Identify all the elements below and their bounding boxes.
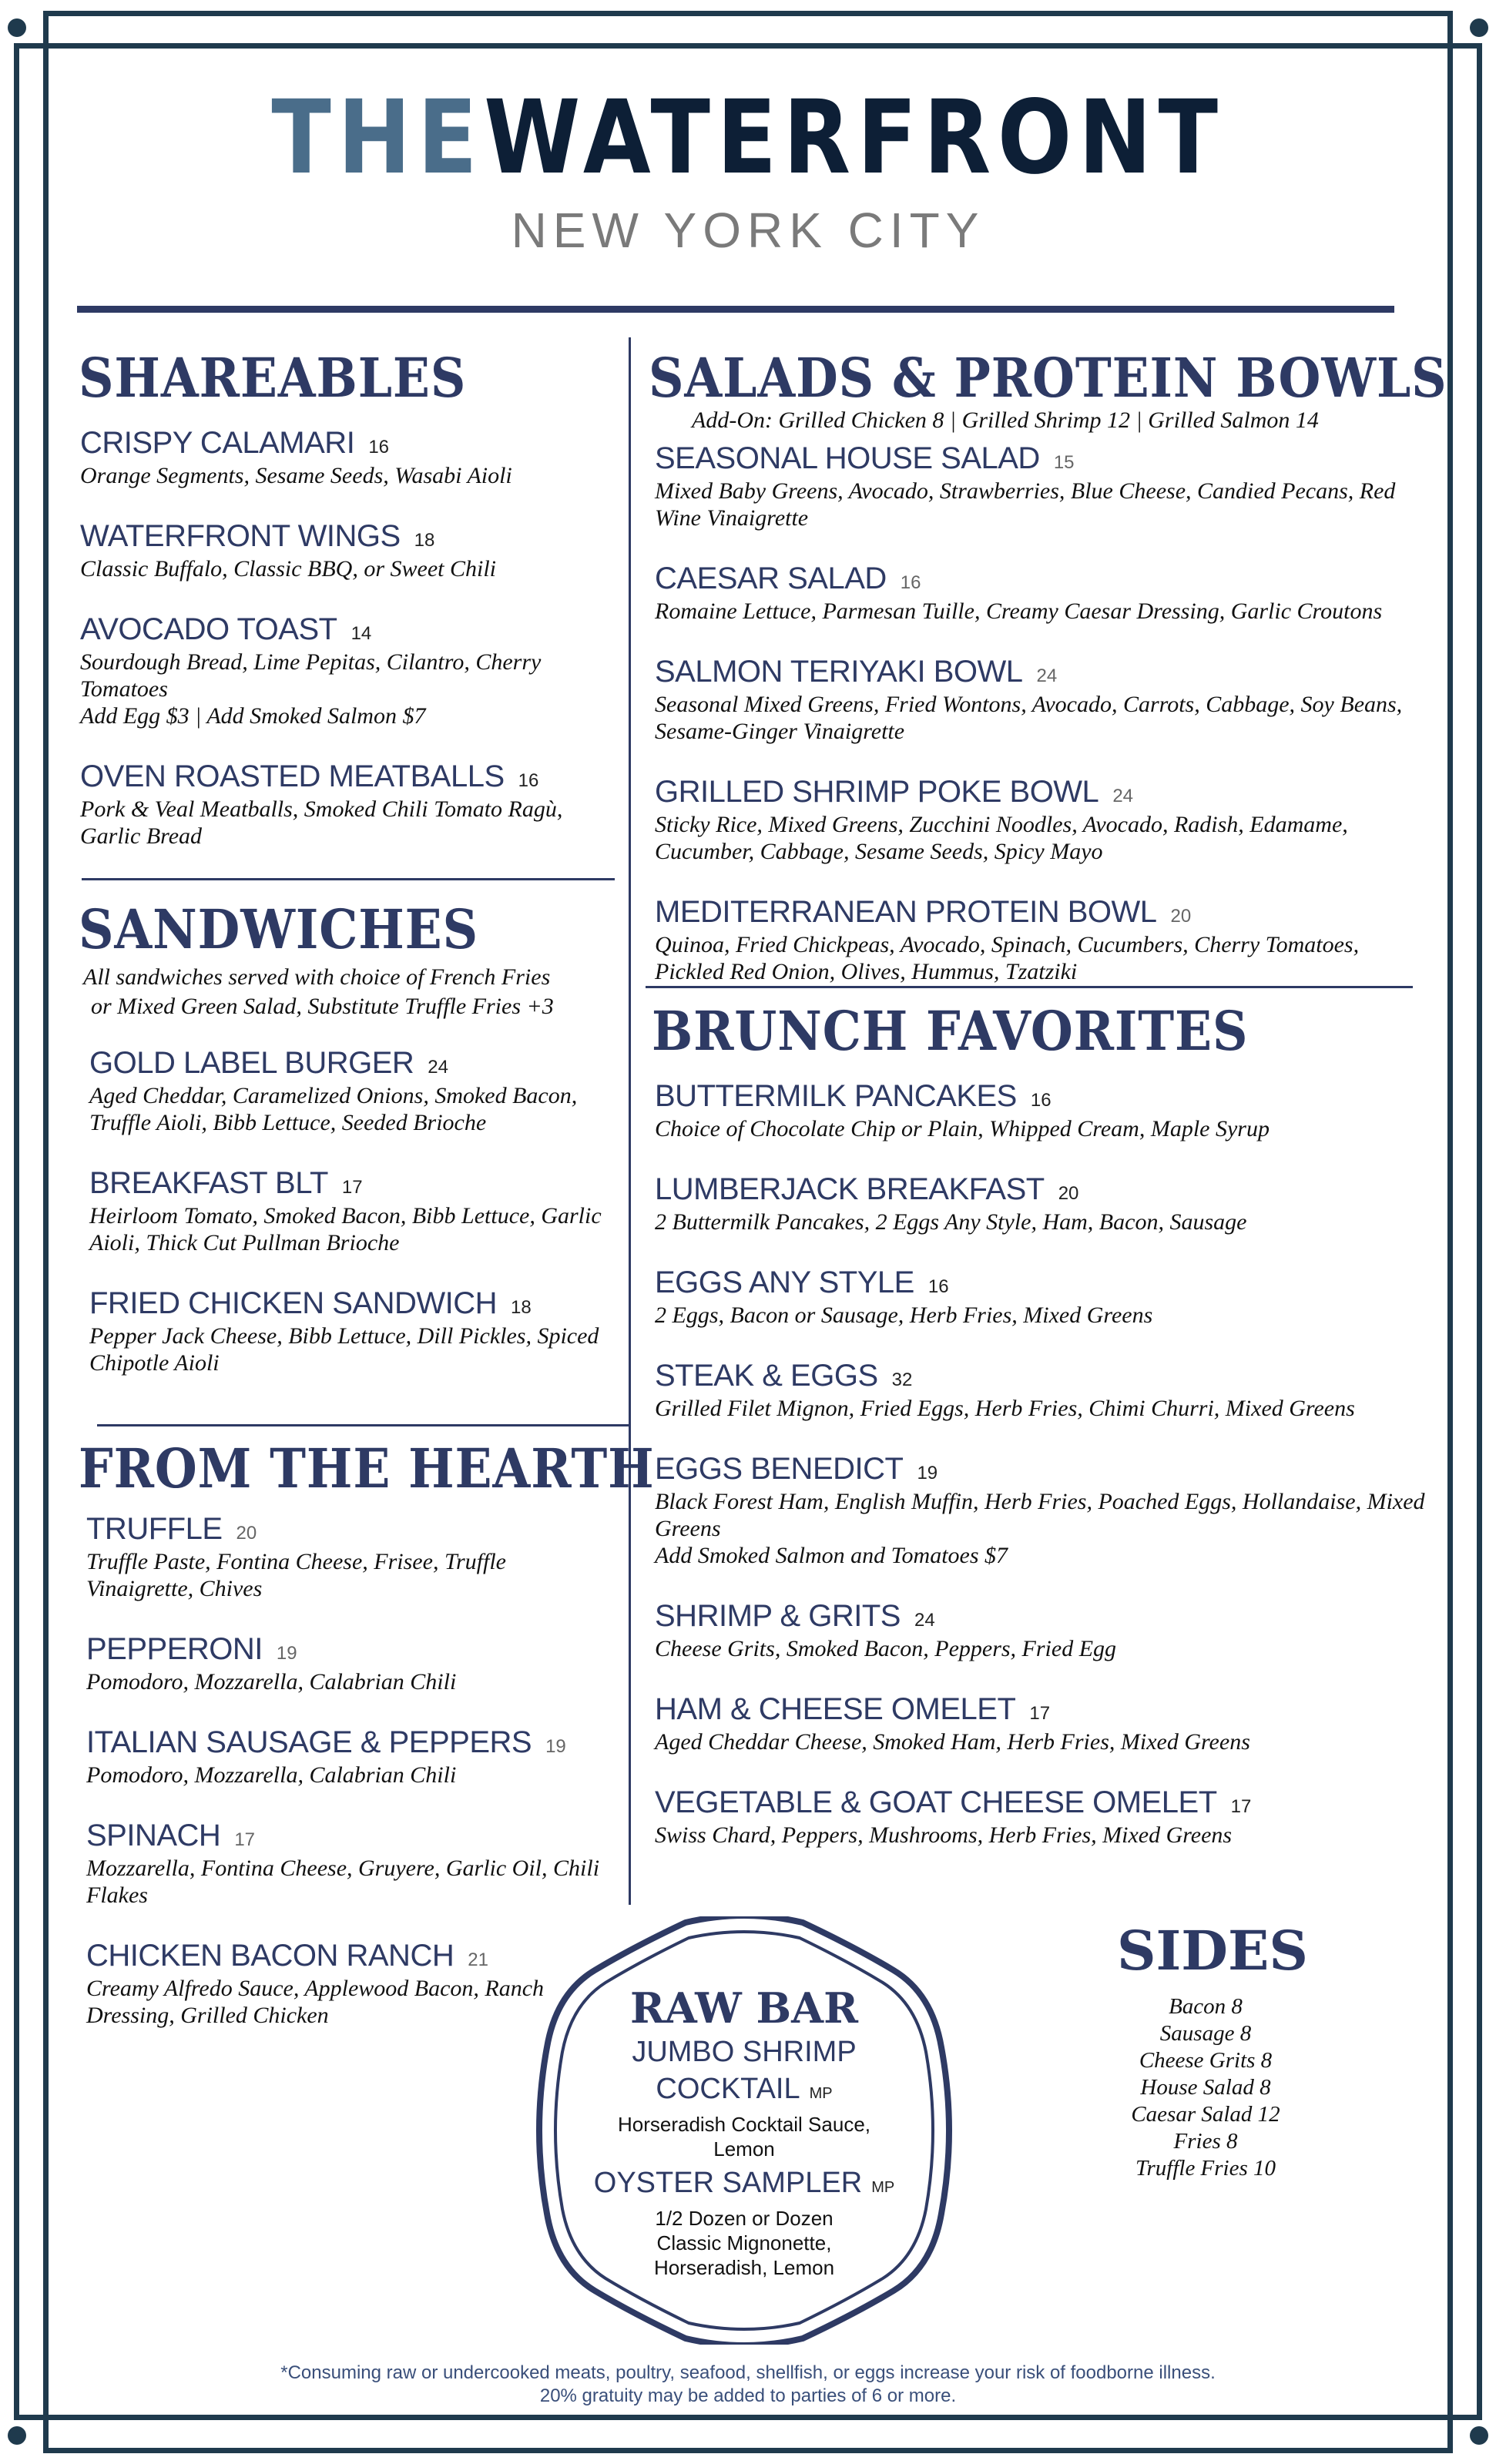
item-description: 2 Eggs, Bacon or Sausage, Herb Fries, Mixed Greens bbox=[655, 1302, 1153, 1328]
raw-bar-badge bbox=[532, 1916, 957, 2345]
menu-item bbox=[655, 1263, 1425, 1329]
side-item: Caesar Salad 12 bbox=[1131, 2102, 1280, 2127]
item-name: PEPPERONI bbox=[86, 1632, 263, 1666]
salads-addon-note: Add-On: Grilled Chicken 8 | Grilled Shrimp 12 | Grilled Salmon 14 bbox=[692, 407, 1319, 433]
side-item: House Salad 8 bbox=[1140, 2075, 1271, 2100]
raw-item-name-row bbox=[532, 2164, 957, 2206]
item-name: EGGS ANY STYLE bbox=[655, 1266, 914, 1299]
item-name: SPINACH bbox=[86, 1819, 221, 1852]
item-description: Classic Buffalo, Classic BBQ, or Sweet Chili bbox=[80, 556, 496, 582]
raw-bar-items bbox=[532, 2033, 957, 2280]
item-description: Pork & Veal Meatballs, Smoked Chili Tomato Ragù, Garlic Bread bbox=[80, 796, 563, 849]
item-price: 24 bbox=[914, 1610, 935, 1631]
frame-right-inner bbox=[1447, 11, 1453, 2453]
item-price: 17 bbox=[341, 1177, 363, 1198]
frame-top-outer bbox=[43, 11, 1453, 16]
header-divider bbox=[77, 306, 1394, 313]
item-name: SHRIMP & GRITS bbox=[655, 1599, 901, 1633]
item-name: CRISPY CALAMARI bbox=[80, 426, 355, 460]
item-price: 16 bbox=[1030, 1090, 1052, 1111]
raw-item-name-cont bbox=[532, 2070, 957, 2112]
item-name: GRILLED SHRIMP POKE BOWL bbox=[655, 775, 1099, 809]
item-price: 16 bbox=[900, 572, 921, 593]
brunch-list bbox=[655, 1077, 1425, 1849]
item-description: Sourdough Bread, Lime Pepitas, Cilantro, Cherry Tomatoes bbox=[80, 649, 542, 702]
menu-item bbox=[86, 1723, 618, 1788]
menu-item bbox=[86, 1630, 618, 1695]
item-description: Quinoa, Fried Chickpeas, Avocado, Spinach, Cucumbers, Cherry Tomatoes, Pickled Red Onion, Olives, Hummus, Tzatziki bbox=[655, 932, 1360, 984]
frame-bottom-outer bbox=[43, 2448, 1453, 2453]
shareables-list bbox=[80, 424, 619, 850]
side-item: Cheese Grits 8 bbox=[1139, 2048, 1273, 2073]
item-name: HAM & CHEESE OMELET bbox=[655, 1692, 1016, 1726]
menu-item bbox=[655, 1450, 1425, 1569]
item-name: CHICKEN BACON RANCH bbox=[86, 1939, 455, 1973]
item-price: 24 bbox=[1036, 665, 1058, 686]
footer-line-2: 20% gratuity may be added to parties of 6 or more. bbox=[539, 2385, 957, 2406]
brunch-title: BRUNCH FAVORITES bbox=[652, 999, 1249, 1063]
item-price: 19 bbox=[917, 1463, 938, 1483]
menu-item bbox=[655, 652, 1425, 745]
item-price: 19 bbox=[276, 1643, 297, 1664]
item-price: 16 bbox=[518, 770, 539, 791]
frame-left-inner bbox=[43, 11, 49, 2453]
hearth-title: FROM THE HEARTH bbox=[79, 1436, 655, 1500]
frame-right-outer bbox=[1477, 43, 1482, 2420]
item-description: Mozzarella, Fontina Cheese, Gruyere, Garlic Oil, Chili Flakes bbox=[86, 1856, 600, 1908]
menu-item bbox=[89, 1284, 613, 1376]
menu-item bbox=[655, 773, 1425, 865]
logo-the: THE bbox=[271, 79, 485, 197]
item-name: BREAKFAST BLT bbox=[89, 1166, 328, 1200]
item-price: 17 bbox=[1230, 1796, 1252, 1817]
corner-dot-tr bbox=[1470, 18, 1488, 37]
menu-item bbox=[655, 1356, 1425, 1422]
salads-title: SALADS & PROTEIN BOWLS bbox=[649, 346, 1447, 410]
raw-bar-title: RAW BAR bbox=[630, 1983, 858, 2033]
menu-item bbox=[80, 610, 619, 729]
sandwiches-divider bbox=[97, 1424, 629, 1426]
item-name: GOLD LABEL BURGER bbox=[89, 1046, 414, 1080]
menu-item bbox=[89, 1044, 613, 1136]
logo-waterfront: WATERFRONT bbox=[484, 79, 1225, 197]
item-name: FRIED CHICKEN SANDWICH bbox=[89, 1286, 498, 1320]
footer-line-1: *Consuming raw or undercooked meats, poultry, seafood, shellfish, or eggs increase your risk of foodborne illness. bbox=[280, 2362, 1216, 2383]
corner-dot-tl bbox=[8, 18, 26, 37]
menu-item bbox=[655, 1597, 1425, 1662]
item-description: Pepper Jack Cheese, Bibb Lettuce, Dill Pickles, Spiced Chipotle Aioli bbox=[89, 1323, 599, 1376]
item-price: 20 bbox=[1170, 906, 1192, 927]
item-name: STEAK & EGGS bbox=[655, 1359, 878, 1393]
raw-item-name: JUMBO SHRIMP bbox=[632, 2036, 857, 2068]
item-price: 21 bbox=[468, 1949, 488, 1970]
frame-left-outer bbox=[14, 43, 19, 2420]
item-description: Romaine Lettuce, Parmesan Tuille, Creamy Caesar Dressing, Garlic Croutons bbox=[655, 598, 1383, 624]
sandwiches-note-2: or Mixed Green Salad, Substitute Truffle Fries +3 bbox=[91, 994, 554, 1019]
menu-item bbox=[89, 1164, 613, 1256]
side-item: Sausage 8 bbox=[1159, 2021, 1252, 2046]
item-price: 20 bbox=[236, 1523, 257, 1544]
item-description: Orange Segments, Sesame Seeds, Wasabi Aioli bbox=[80, 463, 512, 488]
item-price: 19 bbox=[545, 1736, 566, 1757]
raw-item-price: MP bbox=[871, 2179, 895, 2196]
menu-item bbox=[655, 893, 1425, 985]
shareables-title: SHAREABLES bbox=[79, 346, 467, 410]
item-description: Aged Cheddar, Caramelized Onions, Smoked Bacon, Truffle Aioli, Bibb Lettuce, Seeded Brioche bbox=[89, 1083, 578, 1135]
item-addon: Add Egg $3 | Add Smoked Salmon $7 bbox=[80, 703, 426, 729]
sandwiches-note-1: All sandwiches served with choice of French Fries bbox=[83, 964, 551, 990]
corner-dot-br bbox=[1470, 2426, 1488, 2445]
footer-disclaimer bbox=[0, 2362, 1496, 2408]
sides-title: SIDES bbox=[1117, 1919, 1308, 1983]
raw-item-description-cont: Lemon bbox=[713, 2137, 775, 2161]
item-description: Pomodoro, Mozzarella, Calabrian Chili bbox=[86, 1669, 457, 1695]
item-price: 20 bbox=[1058, 1183, 1079, 1204]
item-description: Sticky Rice, Mixed Greens, Zucchini Noodles, Avocado, Radish, Edamame, Cucumber, Cabbage, Sesame Seeds, Spicy Mayo bbox=[655, 812, 1348, 864]
item-description: Creamy Alfredo Sauce, Applewood Bacon, Ranch Dressing, Grilled Chicken bbox=[86, 1976, 545, 2028]
item-description: Pomodoro, Mozzarella, Calabrian Chili bbox=[86, 1762, 457, 1788]
salads-divider bbox=[646, 986, 1413, 988]
raw-item-name: OYSTER SAMPLER bbox=[593, 2167, 863, 2199]
item-description: Truffle Paste, Fontina Cheese, Frisee, Truffle Vinaigrette, Chives bbox=[86, 1549, 506, 1601]
item-price: 24 bbox=[1112, 786, 1134, 806]
item-description: Heirloom Tomato, Smoked Bacon, Bibb Lettuce, Garlic Aioli, Thick Cut Pullman Brioche bbox=[89, 1203, 602, 1255]
side-item: Truffle Fries 10 bbox=[1135, 2156, 1276, 2181]
item-price: 15 bbox=[1053, 452, 1075, 473]
item-price: 17 bbox=[1029, 1703, 1051, 1724]
item-description: Seasonal Mixed Greens, Fried Wontons, Avocado, Carrots, Cabbage, Soy Beans, Sesame-Ginger Vinaigrette bbox=[655, 692, 1403, 744]
item-name: VEGETABLE & GOAT CHEESE OMELET bbox=[655, 1785, 1217, 1819]
salads-list bbox=[655, 439, 1425, 985]
menu-item bbox=[655, 1077, 1425, 1142]
sandwiches-title: SANDWICHES bbox=[79, 897, 479, 961]
item-name: CAESAR SALAD bbox=[655, 562, 887, 595]
item-description: Cheese Grits, Smoked Bacon, Peppers, Fried Egg bbox=[655, 1636, 1117, 1661]
menu-item bbox=[655, 1783, 1425, 1849]
frame-top-inner bbox=[14, 43, 1482, 49]
item-price: 24 bbox=[428, 1057, 448, 1078]
shareables-divider bbox=[82, 878, 615, 880]
item-price: 16 bbox=[927, 1276, 949, 1297]
item-name: EGGS BENEDICT bbox=[655, 1452, 904, 1486]
item-price: 14 bbox=[351, 623, 372, 644]
side-item: Bacon 8 bbox=[1169, 1994, 1243, 2019]
menu-item bbox=[655, 559, 1425, 625]
column-divider bbox=[629, 337, 631, 1905]
item-price: 18 bbox=[511, 1297, 532, 1318]
raw-item-price: MP bbox=[809, 2085, 833, 2102]
item-description: Swiss Chard, Peppers, Mushrooms, Herb Fries, Mixed Greens bbox=[655, 1822, 1233, 1848]
sides-list bbox=[1094, 1993, 1317, 2182]
frame-bottom-inner bbox=[14, 2415, 1482, 2420]
item-name: MEDITERRANEAN PROTEIN BOWL bbox=[655, 895, 1157, 929]
menu-item bbox=[86, 1816, 618, 1909]
restaurant-logo bbox=[105, 80, 1391, 196]
menu-item bbox=[655, 1690, 1425, 1755]
item-name: TRUFFLE bbox=[86, 1512, 223, 1546]
item-price: 18 bbox=[414, 530, 435, 551]
raw-item-description-cont: Classic Mignonette, bbox=[656, 2231, 832, 2254]
item-price: 16 bbox=[368, 437, 390, 458]
menu-item bbox=[655, 1170, 1425, 1235]
city-subtitle: NEW YORK CITY bbox=[511, 203, 985, 258]
menu-item bbox=[80, 424, 619, 489]
item-name: WATERFRONT WINGS bbox=[80, 519, 401, 553]
corner-dot-bl bbox=[8, 2426, 26, 2445]
item-name: AVOCADO TOAST bbox=[80, 612, 337, 646]
item-name: LUMBERJACK BREAKFAST bbox=[655, 1172, 1045, 1206]
raw-item-description-cont: Horseradish, Lemon bbox=[653, 2256, 835, 2279]
item-addon: Add Smoked Salmon and Tomatoes $7 bbox=[655, 1543, 1008, 1568]
sandwiches-list bbox=[89, 1044, 613, 1376]
item-description: Aged Cheddar Cheese, Smoked Ham, Herb Fries, Mixed Greens bbox=[655, 1729, 1250, 1755]
side-item: Fries 8 bbox=[1173, 2129, 1238, 2154]
item-name: ITALIAN SAUSAGE & PEPPERS bbox=[86, 1725, 532, 1759]
item-description: Mixed Baby Greens, Avocado, Strawberries, Blue Cheese, Candied Pecans, Red Wine Vinaigrette bbox=[655, 478, 1396, 531]
item-name: SALMON TERIYAKI BOWL bbox=[655, 655, 1023, 689]
item-price: 17 bbox=[234, 1829, 256, 1850]
menu-item bbox=[655, 439, 1425, 531]
item-name: BUTTERMILK PANCAKES bbox=[655, 1079, 1017, 1113]
item-price: 32 bbox=[891, 1369, 913, 1390]
menu-item bbox=[80, 517, 619, 582]
menu-item bbox=[86, 1510, 618, 1602]
raw-item-description: 1/2 Dozen or Dozen bbox=[655, 2207, 834, 2230]
item-name: OVEN ROASTED MEATBALLS bbox=[80, 759, 505, 793]
item-description: Choice of Chocolate Chip or Plain, Whipped Cream, Maple Syrup bbox=[655, 1116, 1270, 1141]
menu-item bbox=[80, 757, 619, 850]
raw-item-description: Horseradish Cocktail Sauce, bbox=[617, 2113, 871, 2136]
raw-item-name-line2: COCKTAIL bbox=[656, 2073, 800, 2105]
item-name: SEASONAL HOUSE SALAD bbox=[655, 441, 1040, 475]
item-description: 2 Buttermilk Pancakes, 2 Eggs Any Style, Ham, Bacon, Sausage bbox=[655, 1209, 1247, 1235]
item-description: Grilled Filet Mignon, Fried Eggs, Herb Fries, Chimi Churri, Mixed Greens bbox=[655, 1396, 1355, 1421]
item-description: Black Forest Ham, English Muffin, Herb Fries, Poached Eggs, Hollandaise, Mixed Greens bbox=[655, 1489, 1425, 1541]
